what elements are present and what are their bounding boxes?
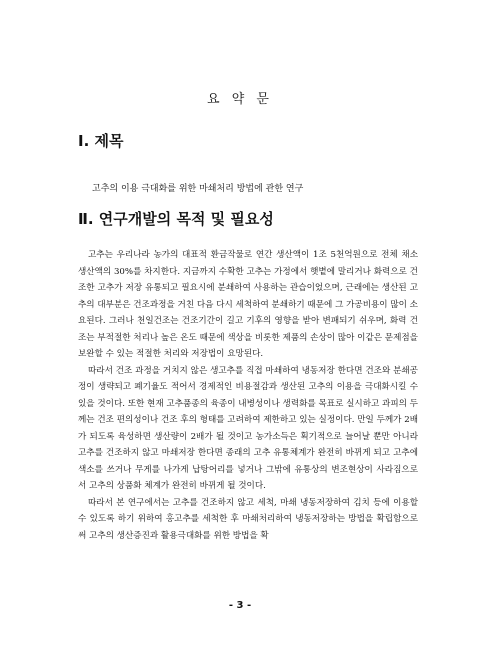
section-heading-title: Ⅰ. 제목: [78, 132, 124, 150]
page-number: - 3 -: [228, 600, 252, 611]
paragraph: 따라서 본 연구에서는 고추를 건조하지 않고 세척, 마쇄 냉동저장하여 김치 등에 이용할 수 있도록 하기 위하여 홍고추를 세척한 후 마쇄처리하여 냉동저장하는 방법을 확립함으로써 고추의 생산증진과 활용극대화를 위한 방법을 확: [78, 497, 418, 541]
document-title: 요 약 문: [207, 92, 273, 107]
section-heading-purpose: Ⅱ. 연구개발의 목적 및 필요성: [78, 210, 274, 228]
paragraph: 고추는 우리나라 농가의 대표적 환금작물로 연간 생산액이 1조 5천억원으로 전체 채소 생산액의 30%를 차지한다. 지금까지 수확한 고추는 가정에서 햇볕에 말리거나 화력으로 건조한 고추가 저장 유통되고 필요시에 분쇄하여 사용하는 관습이었으며, 근래에는 생산된 고추의 대부분은 건조과정을 거친 다음 다시 세척하여 분쇄하기 때문에 그 가공비용이 많이 소요된다. 그러나 천일건조는 건조기간이 길고 기후의 영향을 받아 변패되기 쉬우며, 화력 건조는 부적절한 처리나 높은 온도 때문에 색상을 비롯한 제품의 손상이 많아 이같은 문제점을 보완할 수 있는 적절한 처리와 저장법이 요망된다.: [78, 250, 418, 359]
paragraph: 따라서 건조 과정을 거치지 않은 생고추를 직접 마쇄하여 냉동저장 한다면 건조와 분쇄공정이 생략되고 폐기율도 적어서 경제적인 비용절감과 생산된 고추의 이용을 극대화시킬 수 있을 것이다. 또한 현재 고추품종의 육종이 내병성이나 생력화를 목표로 실시하고 과피의 두께는 건조 편의성이나 건조 후의 형태를 고려하여 제한하고 있는 실정이다. 만일 두께가 2배가 되도록 육성하면 생산량이 2배가 될 것이고 농가소득은 획기적으로 늘어날 뿐만 아니라 고추를 건조하지 않고 마쇄저장 한다면 종래의 고추 유통체계가 완전히 바뀌게 되고 고추에 색소를 쓰거나 무게를 나가게 납탕어리를 넣거나 그밖에 유통상의 변조현상이 사라짐으로서 고추의 상품화 체계가 완전히 바뀌게 될 것이다.: [78, 365, 418, 491]
research-subject: 고추의 이용 극대화를 위한 마쇄처리 방법에 관한 연구: [92, 184, 304, 194]
purpose-body: [78, 247, 418, 544]
